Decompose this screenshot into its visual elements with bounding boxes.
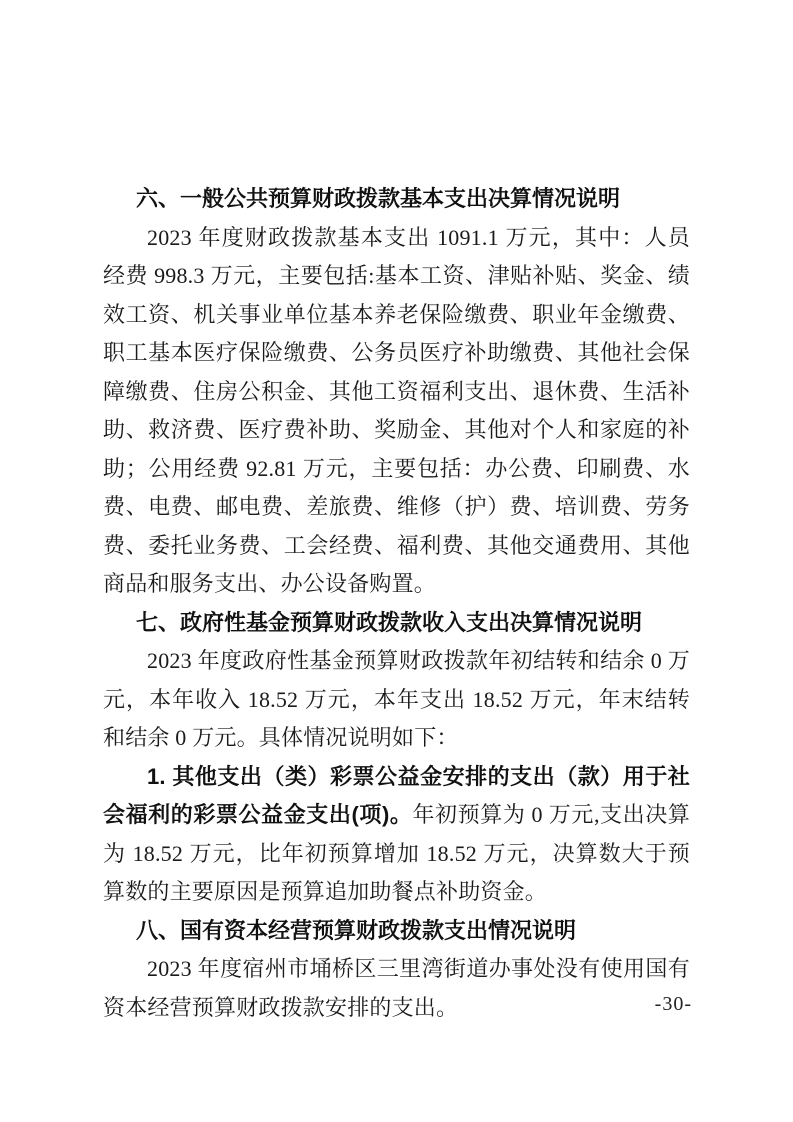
section-6-paragraph: 2023 年度财政拨款基本支出 1091.1 万元，其中：人员经费 998.3 万元，主要包括:基本工资、津贴补贴、奖金、绩效工资、机关事业单位基本养老保险缴费、职业年金缴费、职工基本医疗保险缴费、公务员医疗补助缴费、其他社会保障缴费、住房公积金、其他工资福利支出、退休费、生活补助、救济费、医疗费补助、奖励金、其他对个人和家庭的补助；公用经费 92.81 万元，主要包括：办公费、印刷费、水费、电费、邮电费、差旅费、维修（护）费、培训费、劳务费、委托业务费、工会经费、福利费、其他交通费用、其他商品和服务支出、办公设备购置。 bbox=[103, 224, 690, 596]
section-8-paragraph: 2023 年度宿州市埇桥区三里湾街道办事处没有使用国有资本经营预算财政拨款安排的支出。 bbox=[103, 956, 690, 1020]
section-7-paragraph-intro: 2023 年度政府性基金预算财政拨款年初结转和结余 0 万元，本年收入 18.52 万元，本年支出 18.52 万元，年末结转和结余 0 万元。具体情况说明如下： bbox=[103, 648, 690, 750]
section-7 bbox=[103, 604, 690, 912]
section-7-heading: 七、政府性基金预算财政拨款收入支出决算情况说明 bbox=[136, 609, 643, 635]
section-8 bbox=[103, 912, 690, 1028]
item-1-bold-lead: 1. 其他支出（类）彩票公益金安排的支出（款）用于社会福利的彩票公益金支出(项)。 bbox=[103, 763, 690, 827]
section-8-heading: 八、国有资本经营预算财政拨款支出情况说明 bbox=[136, 917, 577, 943]
section-7-paragraph-item-1 bbox=[103, 758, 690, 912]
section-6-heading: 六、一般公共预算财政拨款基本支出决算情况说明 bbox=[136, 186, 621, 211]
item-1-detail-text: 年初预算为 0 万元,支出决算为 18.52 万元，比年初预算增加 18.52 万元，决算数大于预算数的主要原因是预算追加助餐点补助资金。 bbox=[103, 802, 690, 904]
page-number: -30- bbox=[654, 993, 692, 1015]
document-body bbox=[103, 180, 690, 1027]
section-6 bbox=[103, 180, 690, 604]
